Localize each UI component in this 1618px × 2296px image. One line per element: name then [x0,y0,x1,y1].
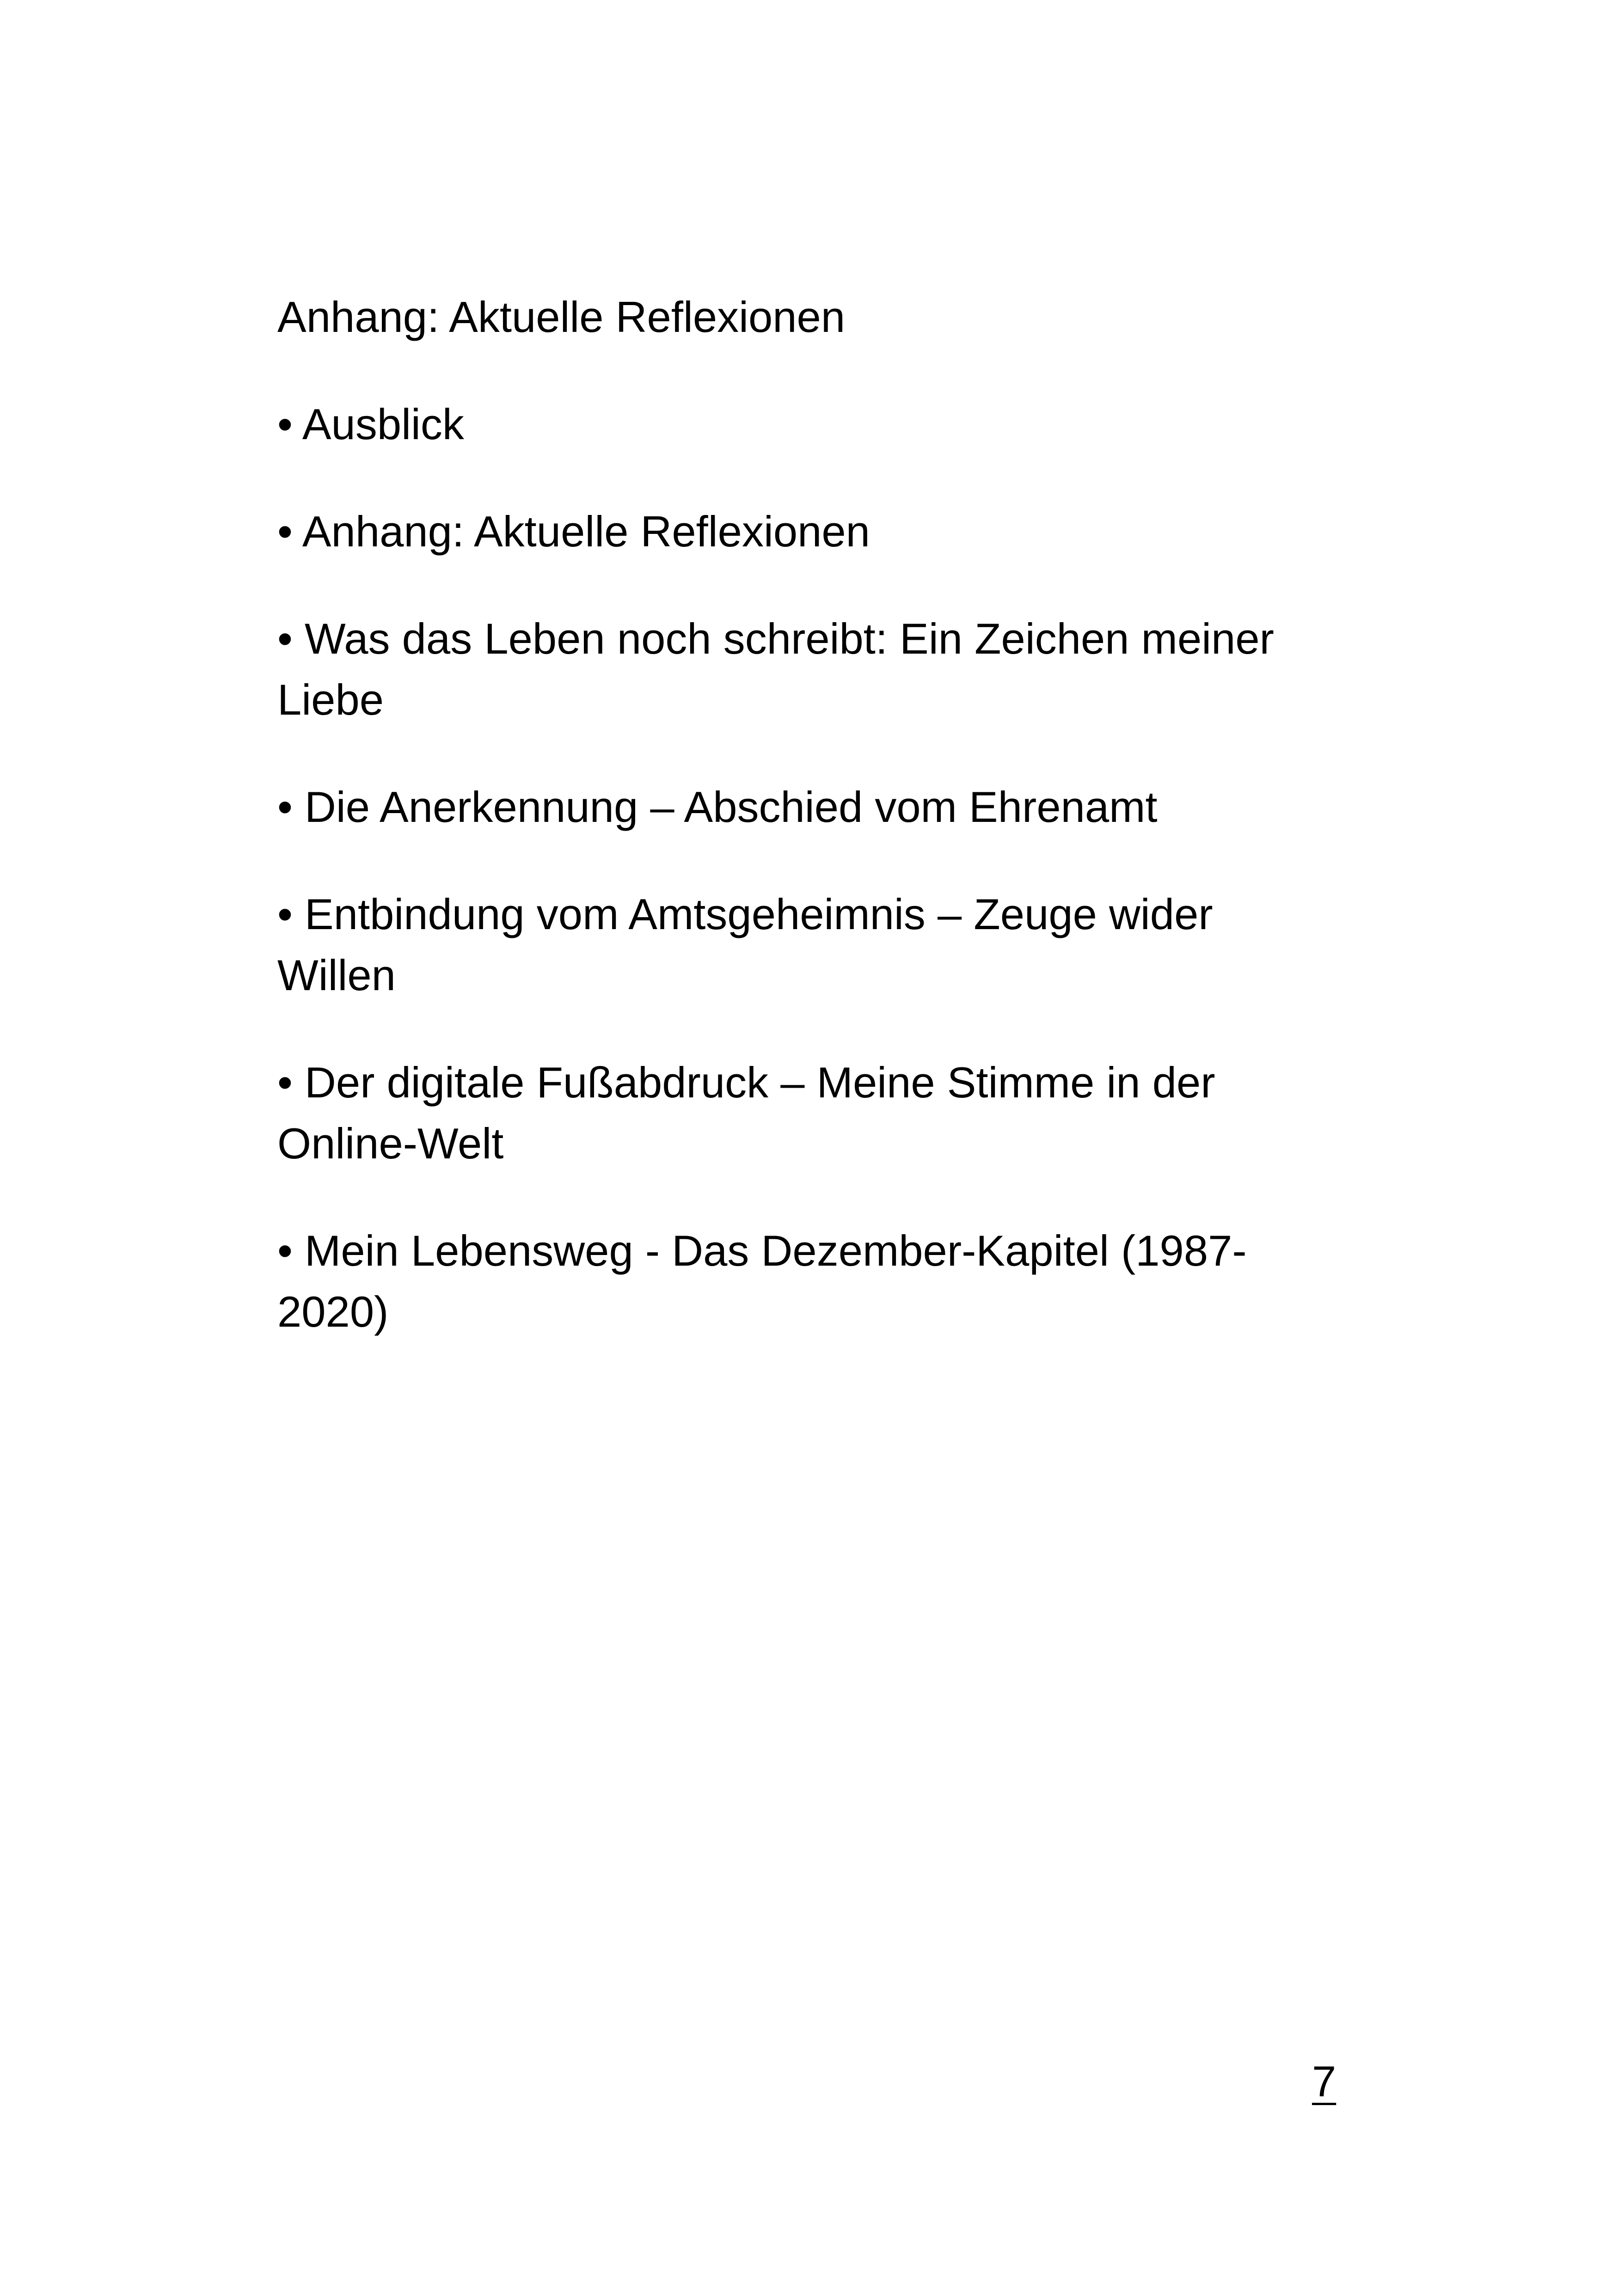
toc-entry: • Anhang: Aktuelle Reflexionen [277,507,870,556]
toc-entry: • Ausblick [277,400,464,448]
toc-entry: • Die Anerkennung – Abschied vom Ehrenamt [277,783,1158,831]
toc-entry: • Der digitale Fußabdruck – Meine Stimme in der Online-Welt [277,1058,1215,1168]
page-number: 7 [1312,2057,1336,2106]
toc-entry: • Entbindung vom Amtsgeheimnis – Zeuge wider Willen [277,890,1213,999]
toc-entry: • Mein Lebensweg - Das Dezember-Kapitel (1987-2020) [277,1226,1247,1336]
toc-entry: • Was das Leben noch schreibt: Ein Zeichen meiner Liebe [277,614,1274,724]
section-heading: Anhang: Aktuelle Reflexionen [277,293,846,341]
